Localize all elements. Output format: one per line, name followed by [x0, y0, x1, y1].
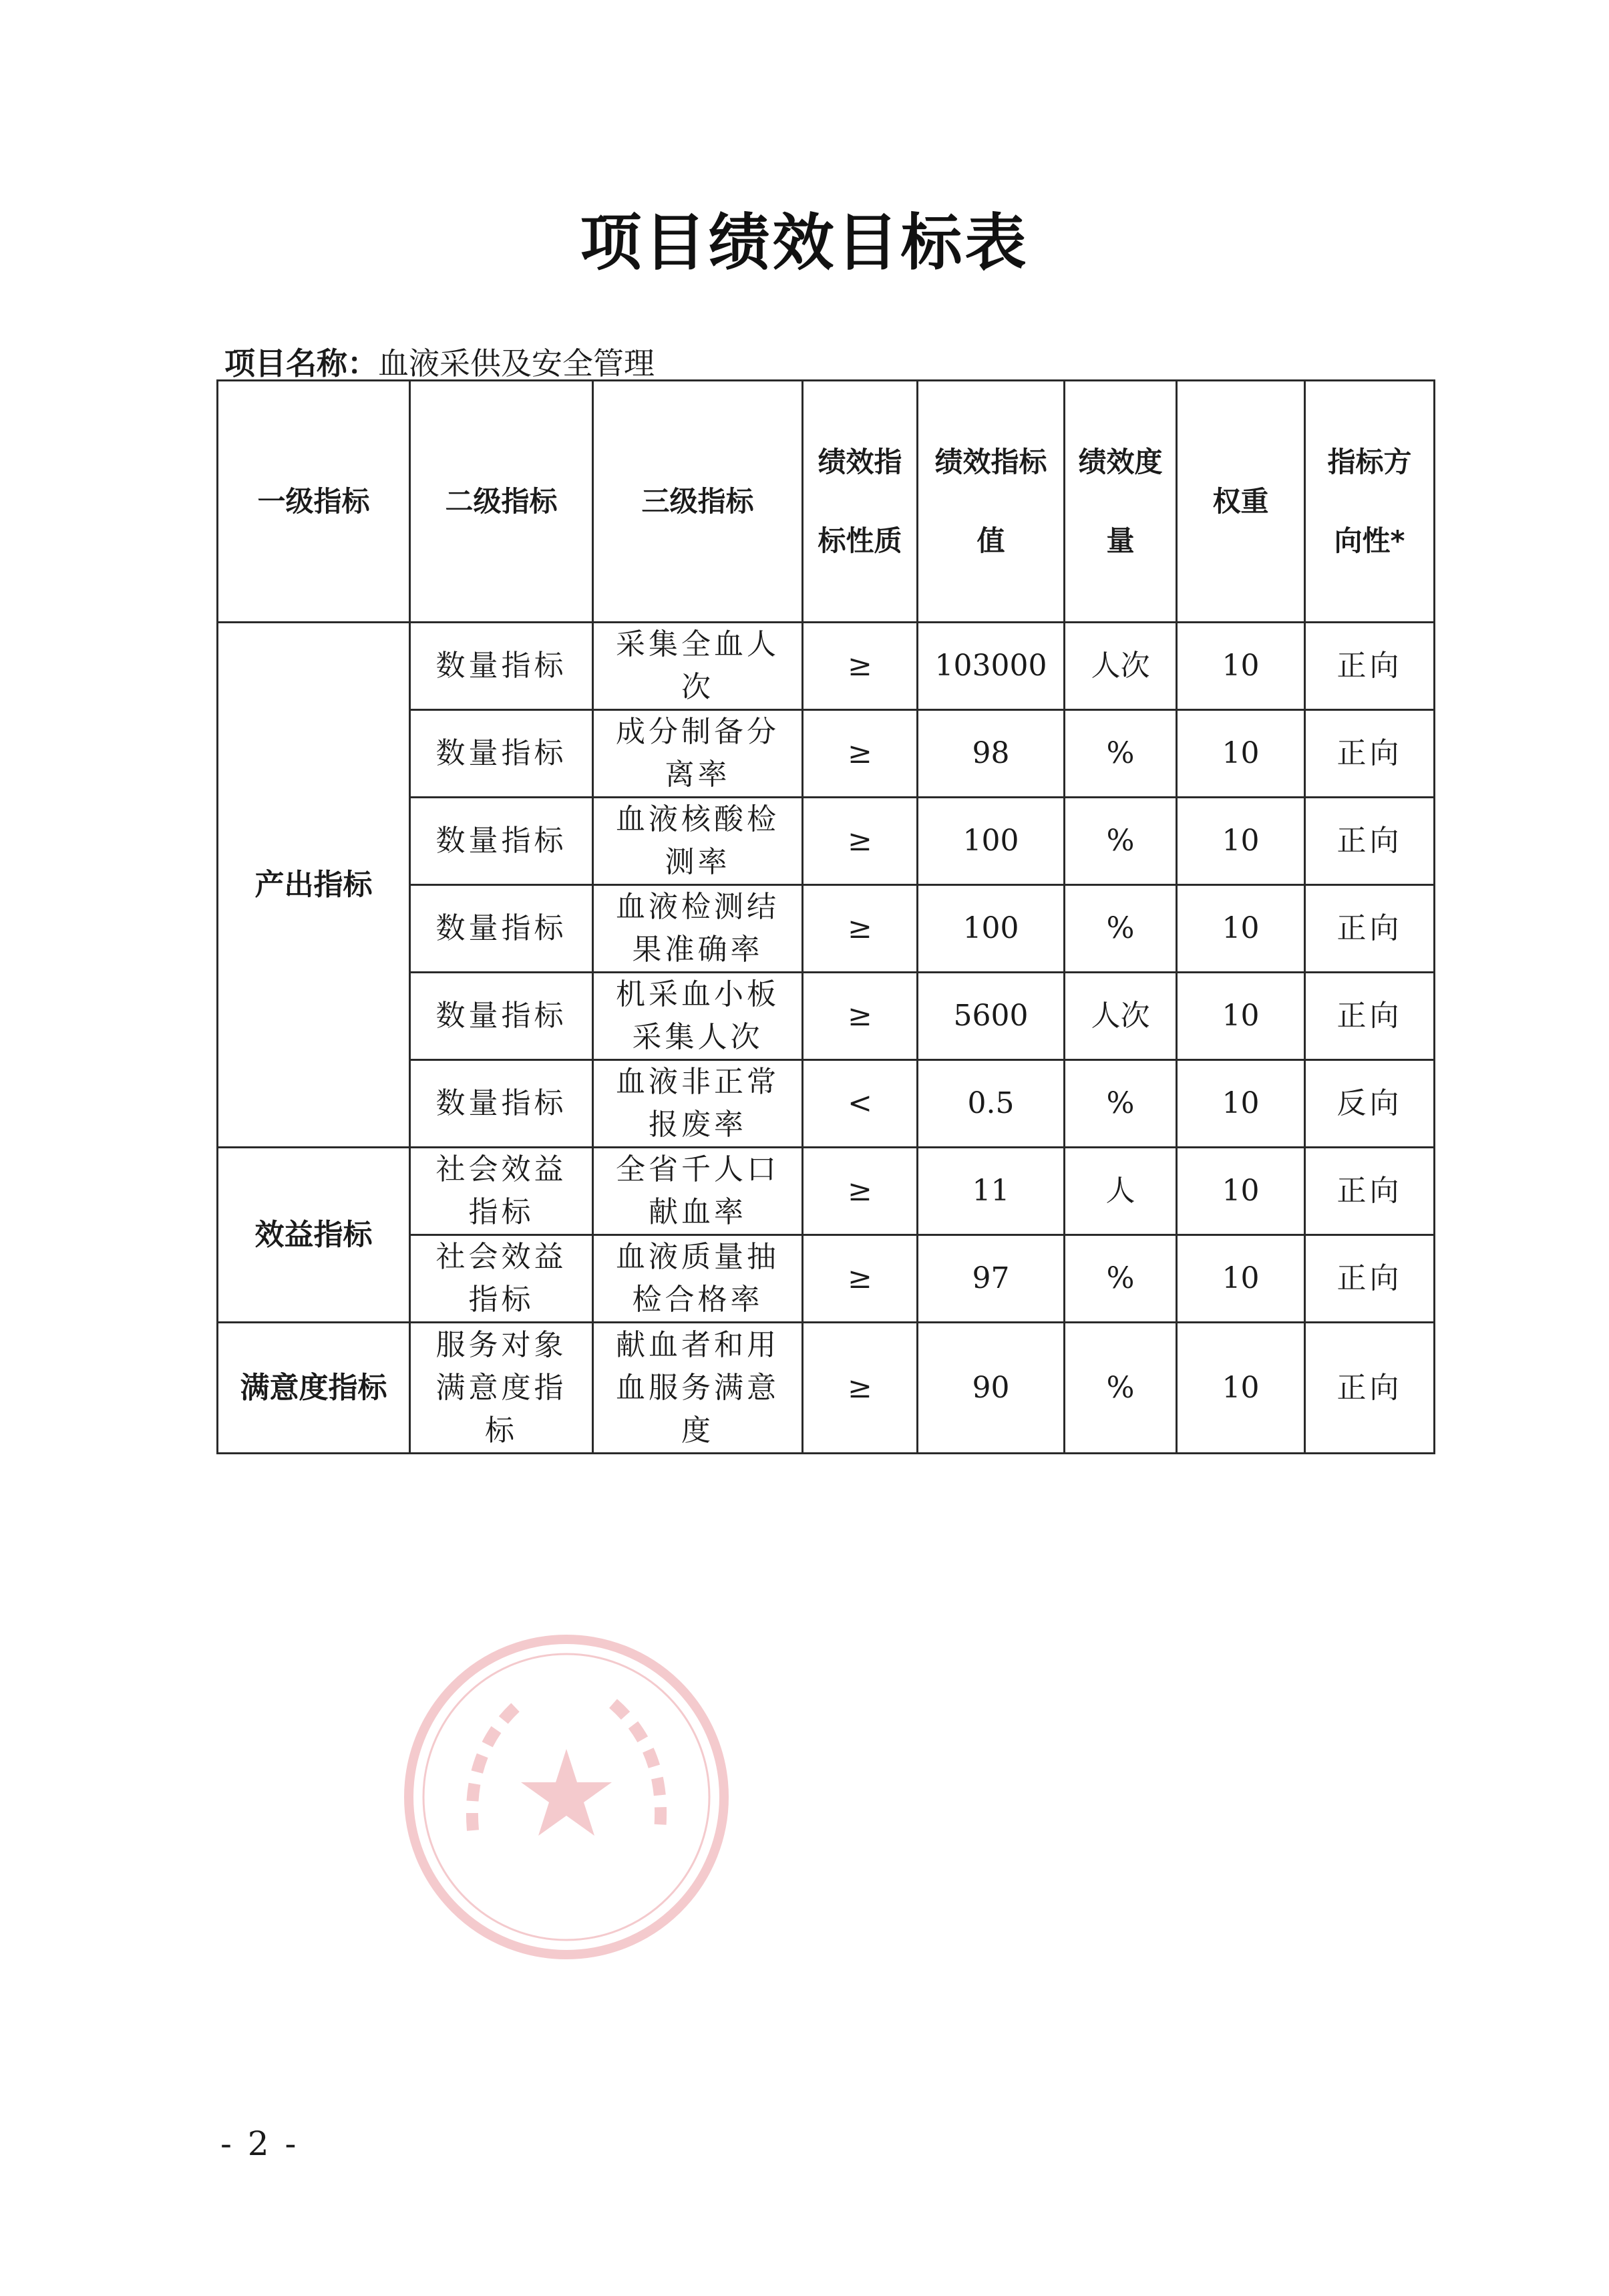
level2-cell: 数量指标 — [410, 623, 593, 710]
level1-cell: 产出指标 — [218, 623, 410, 1148]
direction-cell: 正向 — [1305, 885, 1435, 973]
level3-cell: 血液质量抽检合格率 — [593, 1235, 803, 1323]
project-name-label: 项目名称： — [224, 345, 378, 381]
nature-cell: ≥ — [803, 798, 918, 885]
performance-target-table — [216, 379, 1435, 1454]
level1-cell: 满意度指标 — [218, 1323, 410, 1454]
level2-cell: 数量指标 — [410, 885, 593, 973]
nature-cell: ≥ — [803, 1148, 918, 1235]
direction-cell: 正向 — [1305, 1148, 1435, 1235]
nature-cell: ≥ — [803, 710, 918, 798]
value-cell: 100 — [918, 885, 1065, 973]
level2-cell: 数量指标 — [410, 710, 593, 798]
level3-cell: 献血者和用血服务满意度 — [593, 1323, 803, 1454]
level2-cell: 数量指标 — [410, 973, 593, 1060]
level3-cell: 血液核酸检测率 — [593, 798, 803, 885]
value-cell: 100 — [918, 798, 1065, 885]
unit-cell: 人 — [1065, 1148, 1177, 1235]
level2-cell: 数量指标 — [410, 798, 593, 885]
project-name-line — [224, 339, 655, 383]
level2-cell: 数量指标 — [410, 1060, 593, 1148]
page-title: 项目绩效目标表 — [580, 207, 1029, 279]
level3-cell: 血液检测结果准确率 — [593, 885, 803, 973]
page-number: - 2 - — [220, 2124, 299, 2163]
project-name-value: 血液采供及安全管理 — [378, 345, 655, 381]
direction-cell: 正向 — [1305, 710, 1435, 798]
weight-cell: 10 — [1177, 710, 1305, 798]
header-level2: 二级指标 — [410, 381, 593, 623]
unit-cell: % — [1065, 1323, 1177, 1454]
table-row — [218, 1323, 1435, 1454]
header-measure: 绩效度量 — [1065, 381, 1177, 623]
weight-cell: 10 — [1177, 1323, 1305, 1454]
unit-cell: % — [1065, 1235, 1177, 1323]
value-cell: 98 — [918, 710, 1065, 798]
header-level3: 三级指标 — [593, 381, 803, 623]
value-cell: 103000 — [918, 623, 1065, 710]
level3-cell: 机采血小板采集人次 — [593, 973, 803, 1060]
level3-cell: 血液非正常报废率 — [593, 1060, 803, 1148]
value-cell: 5600 — [918, 973, 1065, 1060]
value-cell: 97 — [918, 1235, 1065, 1323]
weight-cell: 10 — [1177, 1235, 1305, 1323]
unit-cell: % — [1065, 798, 1177, 885]
weight-cell: 10 — [1177, 798, 1305, 885]
direction-cell: 正向 — [1305, 623, 1435, 710]
seal-star-icon — [521, 1749, 612, 1836]
header-target-value: 绩效指标值 — [918, 381, 1065, 623]
value-cell: 11 — [918, 1148, 1065, 1235]
weight-cell: 10 — [1177, 623, 1305, 710]
level3-cell: 采集全血人次 — [593, 623, 803, 710]
level1-cell: 效益指标 — [218, 1148, 410, 1323]
weight-cell: 10 — [1177, 1148, 1305, 1235]
table-header-row — [218, 381, 1435, 623]
table-row — [218, 623, 1435, 710]
nature-cell: ≥ — [803, 1323, 918, 1454]
official-seal-stamp — [399, 1630, 733, 1964]
level2-cell: 服务对象满意度指标 — [410, 1323, 593, 1454]
nature-cell: ≥ — [803, 1235, 918, 1323]
unit-cell: 人次 — [1065, 973, 1177, 1060]
nature-cell: ≥ — [803, 885, 918, 973]
unit-cell: % — [1065, 1060, 1177, 1148]
weight-cell: 10 — [1177, 885, 1305, 973]
value-cell: 0.5 — [918, 1060, 1065, 1148]
weight-cell: 10 — [1177, 1060, 1305, 1148]
table-row — [218, 1148, 1435, 1235]
nature-cell: < — [803, 1060, 918, 1148]
direction-cell: 正向 — [1305, 1235, 1435, 1323]
nature-cell: ≥ — [803, 623, 918, 710]
unit-cell: 人次 — [1065, 623, 1177, 710]
level3-cell: 全省千人口献血率 — [593, 1148, 803, 1235]
nature-cell: ≥ — [803, 973, 918, 1060]
header-weight: 权重 — [1177, 381, 1305, 623]
direction-cell: 反向 — [1305, 1060, 1435, 1148]
unit-cell: % — [1065, 885, 1177, 973]
level3-cell: 成分制备分离率 — [593, 710, 803, 798]
header-nature: 绩效指标性质 — [803, 381, 918, 623]
header-level1: 一级指标 — [218, 381, 410, 623]
direction-cell: 正向 — [1305, 1323, 1435, 1454]
value-cell: 90 — [918, 1323, 1065, 1454]
level2-cell: 社会效益指标 — [410, 1148, 593, 1235]
unit-cell: % — [1065, 710, 1177, 798]
level2-cell: 社会效益指标 — [410, 1235, 593, 1323]
header-direction: 指标方向性* — [1305, 381, 1435, 623]
direction-cell: 正向 — [1305, 798, 1435, 885]
weight-cell: 10 — [1177, 973, 1305, 1060]
direction-cell: 正向 — [1305, 973, 1435, 1060]
